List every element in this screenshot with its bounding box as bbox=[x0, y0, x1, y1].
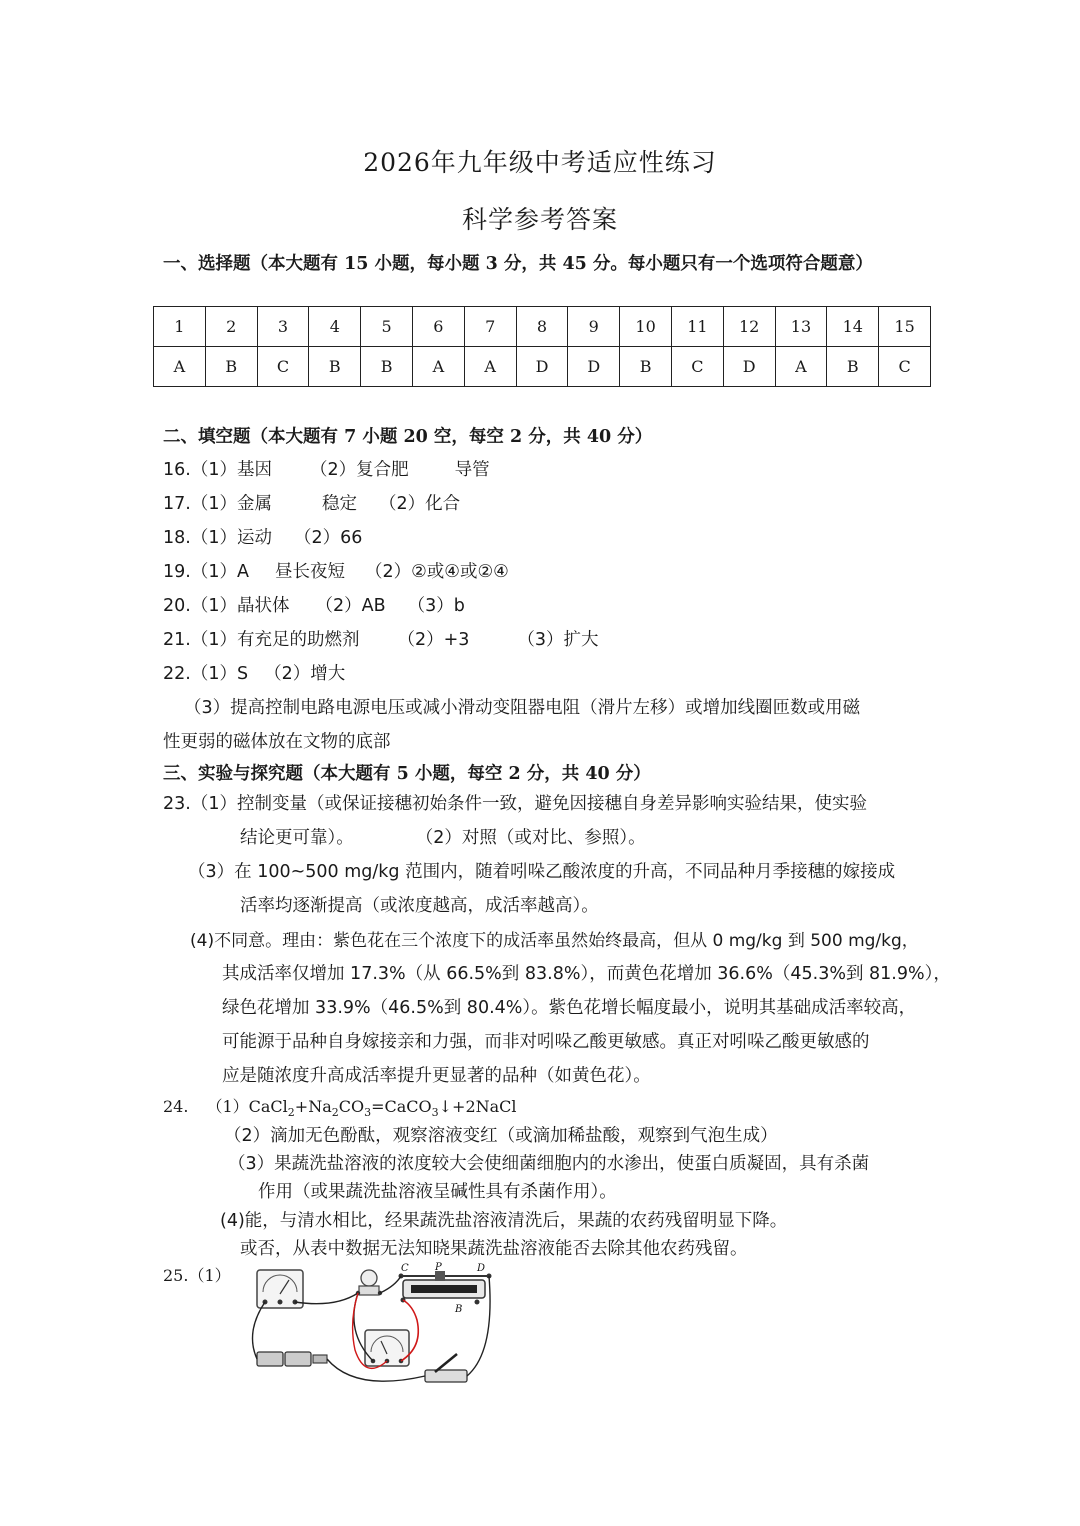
question-answer: C bbox=[879, 347, 931, 387]
answer-line-23-4-cont1: 其成活率仅增加 17.3%（从 66.5%到 83.8%），而黄色花增加 36.6%（45.3%到 81.9%）， bbox=[222, 964, 951, 984]
answer-line-23-3: （3）在 100~500 mg/kg 范围内，随着吲哚乙酸浓度的升高，不同品种月季接穗的嫁接成 bbox=[188, 862, 896, 882]
terminal-label: P bbox=[435, 1262, 442, 1273]
question-number: 1 bbox=[154, 307, 206, 347]
answer-table bbox=[153, 306, 931, 387]
question-number: 3 bbox=[257, 307, 309, 347]
answer-line-21 bbox=[163, 626, 599, 651]
answer-part: 稳定 bbox=[321, 494, 357, 514]
answer-line-18 bbox=[163, 524, 362, 549]
question-number: 8 bbox=[516, 307, 568, 347]
answer-line-22-3: （3）提高控制电路电源电压或减小滑动变阻器电阻（滑片左移）或增加线圈匝数或用磁 bbox=[184, 698, 861, 718]
question-answer: A bbox=[464, 347, 516, 387]
question-answer: B bbox=[309, 347, 361, 387]
answer-line-23-4-cont3: 可能源于品种自身嫁接亲和力强，而非对吲哚乙酸更敏感。真正对吲哚乙酸更敏感的 bbox=[222, 1032, 870, 1052]
question-number: 10 bbox=[620, 307, 672, 347]
answer-part: 结论更可靠）。 bbox=[240, 828, 354, 848]
answer-part: （3）扩大 bbox=[517, 630, 599, 650]
answer-part: （2）化合 bbox=[378, 494, 461, 514]
question-answer: B bbox=[205, 347, 257, 387]
answer-part: （1）A bbox=[190, 562, 249, 582]
answer-part: 导管 bbox=[454, 460, 490, 480]
page-title: 2026年九年级中考适应性练习 bbox=[363, 148, 717, 177]
question-number: 4 bbox=[309, 307, 361, 347]
answer-part: （1）S bbox=[190, 664, 249, 684]
answer-line-24-4-alt: 或否，从表中数据无法知晓果蔬洗盐溶液能否去除其他农药残留。 bbox=[240, 1239, 748, 1259]
answer-part: （1）金属 bbox=[190, 494, 272, 514]
rheostat-icon bbox=[399, 1271, 492, 1305]
question-number: 22. bbox=[163, 664, 191, 684]
question-number: 12 bbox=[723, 307, 775, 347]
section3-heading: 三、实验与探究题（本大题有 5 小题，每空 2 分，共 40 分） bbox=[163, 764, 651, 784]
question-answer: A bbox=[154, 347, 206, 387]
question-answer: A bbox=[412, 347, 464, 387]
answer-line-24-1 bbox=[163, 1094, 517, 1119]
answer-part: （2）AB bbox=[315, 596, 386, 616]
bulb-icon bbox=[356, 1270, 382, 1295]
answer-line-23-4-cont2: 绿色花增加 33.9%（46.5%到 80.4%）。紫色花增长幅度最小，说明其基础成活率较高， bbox=[222, 998, 917, 1018]
question-number: 24. bbox=[163, 1097, 189, 1116]
question-number: 21. bbox=[163, 630, 191, 650]
answer-line-23-4-cont4: 应是随浓度升高成活率提升更显著的品种（如黄色花）。 bbox=[222, 1066, 651, 1086]
answer-line-23-3-cont: 活率均逐渐提高（或浓度越高，成活率越高）。 bbox=[240, 896, 599, 916]
answer-part: （2）66 bbox=[293, 528, 363, 548]
answer-part: （1）基因 bbox=[190, 460, 272, 480]
question-answer: D bbox=[723, 347, 775, 387]
section1-heading: 一、选择题（本大题有 15 小题，每小题 3 分，共 45 分。每小题只有一个选项符合题意） bbox=[163, 254, 873, 274]
answer-line-16 bbox=[163, 456, 490, 481]
question-number: 6 bbox=[412, 307, 464, 347]
question-number: 7 bbox=[464, 307, 516, 347]
answer-line-24-4: (4)能，与清水相比，经果蔬洗盐溶液清洗后，果蔬的农药残留明显下降。 bbox=[220, 1211, 788, 1231]
answer-table-answer-row bbox=[154, 347, 931, 387]
question-number: 14 bbox=[827, 307, 879, 347]
question-answer: C bbox=[671, 347, 723, 387]
answer-part: （1）晶状体 bbox=[190, 596, 290, 616]
question-number: 19. bbox=[163, 562, 191, 582]
terminal-label: B bbox=[455, 1304, 463, 1315]
question-number: 9 bbox=[568, 307, 620, 347]
question-answer: D bbox=[516, 347, 568, 387]
question-number: 13 bbox=[775, 307, 827, 347]
question-number: 5 bbox=[361, 307, 413, 347]
question-number: 17. bbox=[163, 494, 191, 514]
terminal-label: C bbox=[401, 1263, 409, 1274]
answer-line-22 bbox=[163, 660, 345, 685]
answer-part: （1）有充足的助燃剂 bbox=[190, 630, 360, 650]
answer-line-24-2: （2）滴加无色酚酞，观察溶液变红（或滴加稀盐酸，观察到气泡生成） bbox=[224, 1126, 778, 1146]
battery-icon bbox=[257, 1352, 327, 1366]
answer-part: （2）②或④或②④ bbox=[364, 562, 509, 582]
answer-line-17 bbox=[163, 490, 460, 515]
question-answer: B bbox=[620, 347, 672, 387]
question-answer: C bbox=[257, 347, 309, 387]
answer-part: （2）对照（或对比、参照）。 bbox=[415, 828, 646, 848]
question-number: 18. bbox=[163, 528, 191, 548]
answer-part: 昼长夜短 bbox=[274, 562, 345, 582]
answer-line-23-4: (4)不同意。理由：紫色花在三个浓度下的成活率虽然始终最高，但从 0 mg/kg 到 500 mg/kg， bbox=[190, 931, 919, 951]
question-number: 15 bbox=[879, 307, 931, 347]
question-number: 2 bbox=[205, 307, 257, 347]
answer-part: （2）+3 bbox=[397, 630, 470, 650]
question-number: 20. bbox=[163, 596, 191, 616]
answer-line-22-3-cont: 性更弱的磁体放在文物的底部 bbox=[163, 732, 391, 752]
answer-part: （1）运动 bbox=[190, 528, 272, 548]
answer-line-24-3-cont: 作用（或果蔬洗盐溶液呈碱性具有杀菌作用）。 bbox=[258, 1182, 617, 1202]
question-number: 11 bbox=[671, 307, 723, 347]
question-number: 16. bbox=[163, 460, 191, 480]
page-subtitle: 科学参考答案 bbox=[461, 205, 618, 234]
answer-part: （2）复合肥 bbox=[309, 460, 409, 480]
switch-icon bbox=[425, 1354, 467, 1382]
answer-line-19 bbox=[163, 558, 509, 583]
question-answer: B bbox=[827, 347, 879, 387]
answer-line-24-3: （3）果蔬洗盐溶液的浓度较大会使细菌细胞内的水渗出，使蛋白质凝固，具有杀菌 bbox=[228, 1154, 870, 1174]
answer-line-25-1: 25.（1） bbox=[163, 1266, 231, 1285]
circuit-diagram bbox=[245, 1262, 495, 1397]
question-answer: D bbox=[568, 347, 620, 387]
terminal-label: D bbox=[477, 1263, 486, 1274]
answer-line-23-1: 23.（1）控制变量（或保证接穗初始条件一致，避免因接穗自身差异影响实验结果，使实验 bbox=[163, 794, 867, 814]
answer-line-23-1-cont bbox=[240, 824, 646, 849]
chemical-equation: $(1)CaCl_2+Na_2CO_3=CaCO_3↓+2NaCl$ bbox=[206, 1097, 517, 1119]
question-answer: B bbox=[361, 347, 413, 387]
answer-part: （3）b bbox=[407, 596, 465, 616]
section2-heading: 二、填空题（本大题有 7 小题 20 空，每空 2 分，共 40 分） bbox=[163, 427, 653, 447]
answer-line-20 bbox=[163, 592, 465, 617]
question-answer: A bbox=[775, 347, 827, 387]
answer-part: （2）增大 bbox=[264, 664, 346, 684]
answer-table-number-row bbox=[154, 307, 931, 347]
